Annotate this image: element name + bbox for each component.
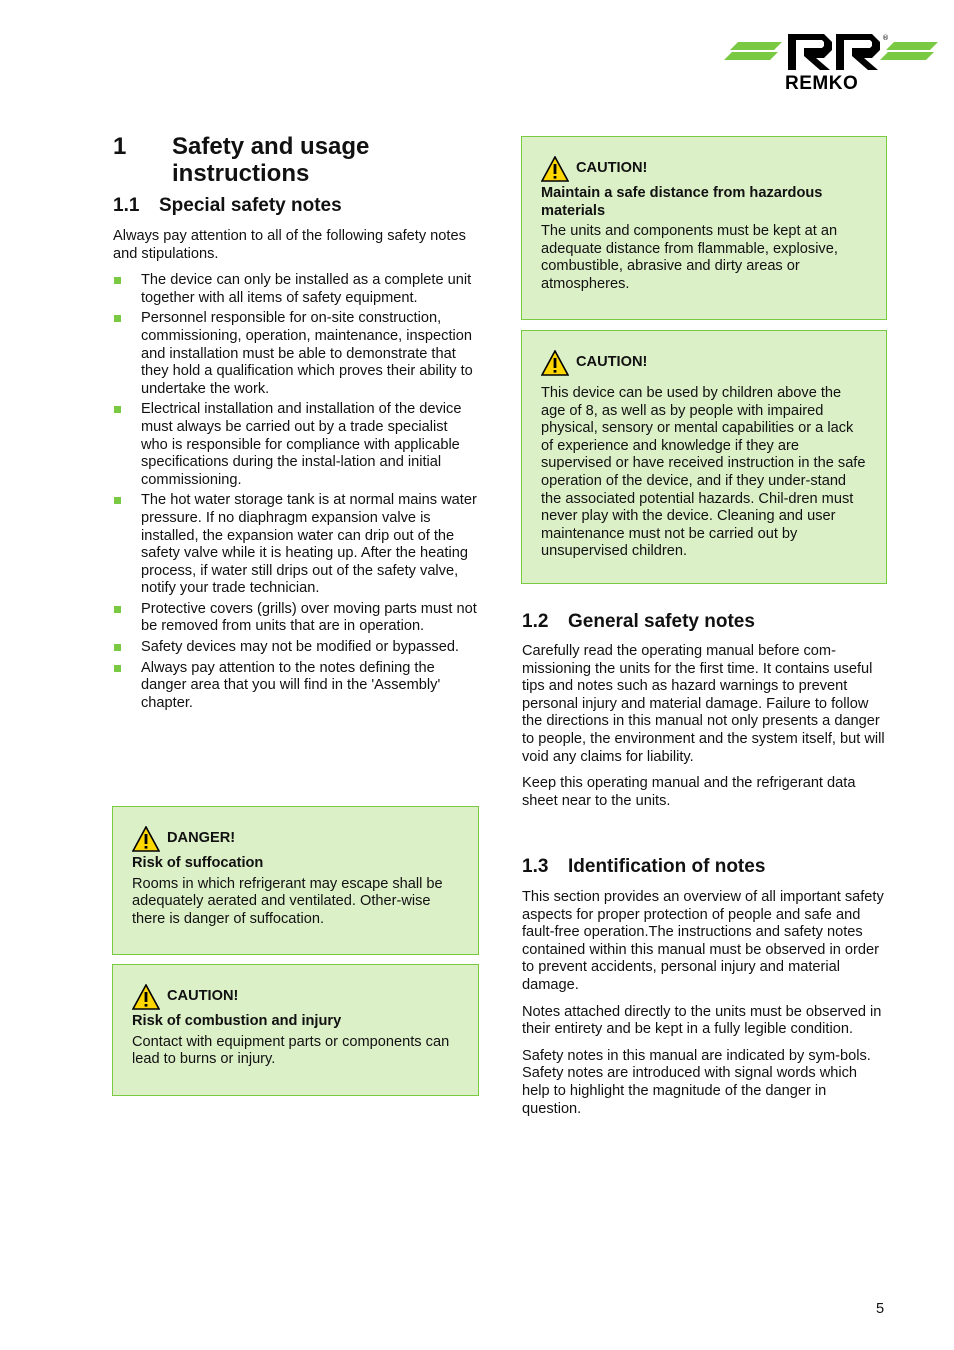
caution-box-combustion (112, 964, 479, 1096)
bullet-square-icon (114, 644, 121, 651)
paragraph: This section provides an overview of all important safety aspects for proper protection of people and safe and fault-free operation.The instructions and safety notes contained within this manual must be observed in order to prevent accidents, personal injury and material damage. (522, 889, 884, 993)
section-1-2-body (522, 643, 886, 810)
paragraph: Carefully read the operating manual before com-missioning the units for the first time. It contains useful tips and notes such as hazard warnings to prevent personal injury and material damage. Failure to follow the directions in this manual not only presents a danger to people, the environment and the system itself, but will void any claims for liability. (522, 643, 885, 765)
section-number: 1.3 (522, 856, 549, 877)
box-text: The units and components must be kept at an adequate distance from flammable, explosive, combustible, abrasive and dirty areas or atmospheres. (541, 223, 838, 292)
list-item: Protective covers (grills) over moving parts must not be removed from units that are in operation. (113, 601, 477, 636)
box-heading: Maintain a safe distance from hazardous materials (541, 185, 823, 219)
warning-triangle-icon (541, 156, 569, 182)
signal-word: CAUTION! (576, 160, 648, 177)
warning-triangle-icon (132, 826, 160, 852)
chapter-number: 1 (113, 133, 127, 160)
svg-text:®: ® (882, 34, 889, 42)
box-heading: Risk of combustion and injury (132, 1013, 342, 1029)
section-1-1-heading (113, 195, 342, 217)
page-number: 5 (876, 1301, 885, 1317)
signal-word: CAUTION! (576, 354, 648, 371)
danger-box (112, 806, 479, 955)
chapter-title: Safety and usage instructions (172, 133, 370, 187)
section-1-1-body (113, 228, 477, 715)
bullet-square-icon (114, 497, 121, 504)
section-number: 1.2 (522, 611, 549, 632)
bullet-square-icon (114, 406, 121, 413)
remko-logo (724, 30, 938, 94)
paragraph: Notes attached directly to the units must be observed in their entirety and be kept in a fully legible condition. (522, 1003, 882, 1038)
section-number: 1.1 (113, 195, 140, 216)
list-item: Always pay attention to the notes defining the danger area that you will find in the 'Assembly' chapter. (113, 660, 477, 713)
box-text: This device can be used by children above the age of 8, as well as by people with impaired physical, sensory or mental capabilities or a lack of experience and knowledge if they are supervised or have received instruction in the safe operation of the device, and if they under-stand the associated potential hazards. Chil-dren must never play with the device. Cleaning and user maintenance must not be carried out by unsupervised children. (541, 385, 866, 560)
bullet-square-icon (114, 606, 121, 613)
signal-word: CAUTION! (167, 988, 239, 1005)
intro-paragraph: Always pay attention to all of the following safety notes and stipulations. (113, 228, 466, 262)
paragraph: Safety notes in this manual are indicated by sym-bols. Safety notes are introduced with signal words which help to highlight the magnitude of the danger in question. (522, 1047, 871, 1117)
section-1-2-heading (522, 611, 755, 633)
caution-box-distance (521, 136, 887, 320)
warning-triangle-icon (541, 350, 569, 376)
box-heading: Risk of suffocation (132, 855, 264, 871)
list-item: The device can only be installed as a complete unit together with all items of safety equipment. (113, 272, 477, 307)
signal-word: DANGER! (167, 830, 236, 847)
caution-box-children (521, 330, 887, 584)
paragraph: Keep this operating manual and the refrigerant data sheet near to the units. (522, 775, 856, 809)
box-text: Contact with equipment parts or components can lead to burns or injury. (132, 1033, 450, 1068)
svg-text:REMKO: REMKO (785, 73, 859, 94)
box-text: Rooms in which refrigerant may escape shall be adequately aerated and ventilated. Other-wise there is danger of suffocation. (132, 875, 443, 927)
bullet-square-icon (114, 665, 121, 672)
list-item: Personnel responsible for on-site construction, commissioning, operation, maintenance, inspection and installation must be able to demonstrate that they hold a qualification which proves their ability to undertake the work. (113, 310, 477, 398)
list-item: Electrical installation and installation of the device must always be carried out by a trade specialist who is responsible for compliance with applicable specifications during the instal-lation and initial commissioning. (113, 401, 477, 489)
section-1-3-body (522, 889, 888, 1118)
section-1-3-heading (522, 856, 765, 878)
section-title: Identification of notes (568, 856, 766, 877)
section-title: Special safety notes (159, 195, 342, 216)
list-item: The hot water storage tank is at normal mains water pressure. If no diaphragm expansion valve is installed, the expansion water can drip out of the safety valve while it is heating up. After the heating process, if water still drips out of the safety valve, notify your trade technician. (113, 492, 477, 598)
remko-logo-mark (724, 30, 938, 94)
section-title: General safety notes (568, 611, 755, 632)
warning-triangle-icon (132, 984, 160, 1010)
bullet-square-icon (114, 277, 121, 284)
list-item: Safety devices may not be modified or bypassed. (113, 639, 477, 657)
safety-bullet-list (113, 272, 477, 712)
bullet-square-icon (114, 315, 121, 322)
